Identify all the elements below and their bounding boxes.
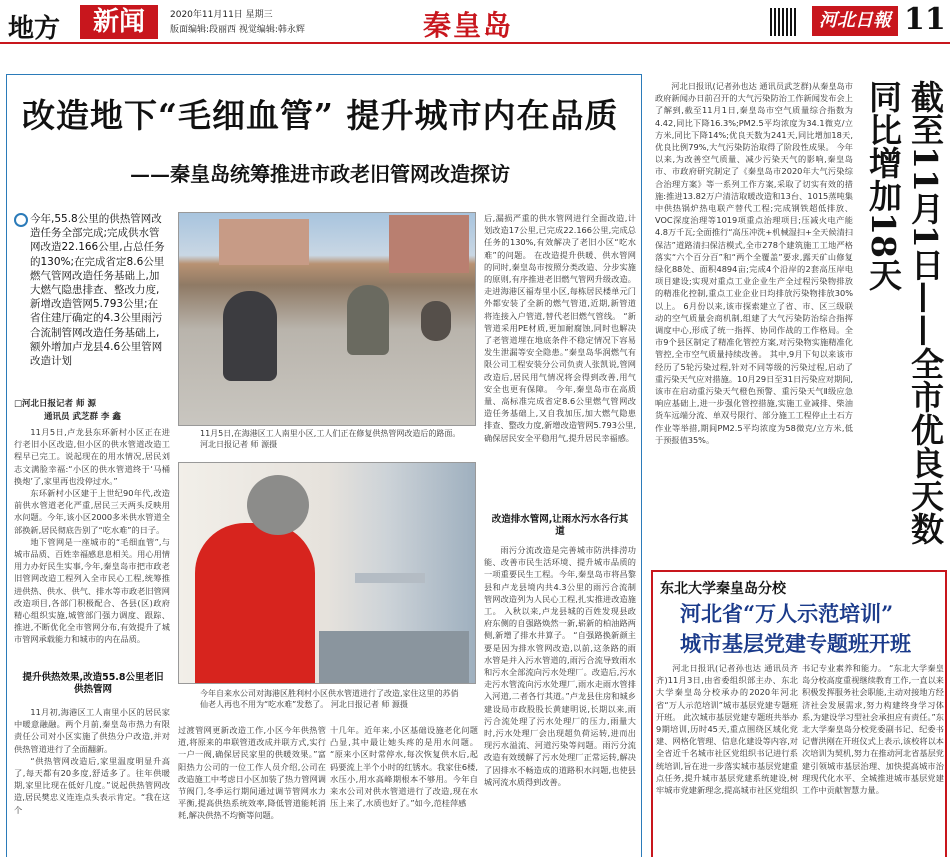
- article-column-2: [178, 724, 326, 857]
- air-quality-headline: [862, 80, 946, 560]
- party-training-headline: 城市基层党建专题班开班: [680, 631, 911, 656]
- section-name: 地方: [8, 14, 61, 44]
- building-shape: [219, 219, 309, 265]
- paragraph: 后,漏损严重的供水管网进行全面改造,计划改造17公里,已完成22.166公里,完成总任务的130%,有效解决了老旧小区“吃水难”的问题。 在改造提升供暖、供水管网的同时,秦皇岛市按照分类改造、分步实施的原则,有序推进老旧燃气管网升级改造。 走进海港区福寿里小区,每栋居民楼单元门外都安装了全新的燃气管道,近期,新管道将连接入户管道,替代老旧燃气管线。 “新管道采用PE材质,更加耐腐蚀,同时也解决了老管道埋在地底条件不稳定情况下容易发生泄漏等安全隐患。”秦皇岛华润燃气有限公司工程安装分公司负责人张凯说,管网改造后,居民用气情况将会得到改善,用气安全也更有保障。 今年,秦皇岛市在高质量、高标准完成省定8.6公里燃气管网改造任务基础上,又自我加压,加大燃气隐患排查、整改力度,新增改造管网5.793公里,确保居民安全平稳用气,提升居民幸福感。: [484, 213, 636, 443]
- elder-figure: [195, 523, 315, 684]
- issue-date: 2020年11月11日 星期三: [170, 10, 273, 20]
- party-training-headline: 河北省“万人示范培训”: [680, 601, 894, 626]
- paragraph: “供热管网改造后,家里温度明显升高了,每天都有20多度,舒适多了。往年供暖期,家里比现在低好几度。”说起供热管网改造,居民樊忠义连连点头表示肯定。“我在这个: [14, 755, 170, 815]
- building-shape: [389, 215, 469, 273]
- paper-logo: 河北日報: [812, 6, 898, 36]
- lead-quote-icon: [14, 213, 28, 227]
- byline-correspondent: 通讯员 武芝群 李 鑫: [44, 412, 121, 422]
- faucet-shape: [355, 573, 425, 583]
- paragraph: 地下管网是一座城市的“毛细血管”,与城市品质、百姓幸福感息息相关。用心用情用力办好民生实事,今年,秦皇岛市把市政老旧管网改造工程列入全市民心工程,统筹推进供热、供水、供气、排水等市政老旧管网改造项目,各部门积极配合、各县(区)政府精心组织实施,城管部门强力调度、跟踪、推进,不断优化全市管网分布,有效提升了城市管网承载能力和城市的内在品质。: [14, 536, 170, 645]
- worker-figure: [223, 291, 277, 381]
- air-quality-body: [655, 80, 853, 564]
- photo-caption: 今年自来水公司对海港区胜利村小区供水管道进行了改造,家住这里的苏俏仙老人再也不用为“吃水难”发愁了。 河北日报记者 师 源摄: [200, 689, 459, 709]
- article-column-2b: [330, 724, 478, 857]
- article-column-1: [14, 426, 170, 664]
- paragraph: 雨污分流改造是完善城市防洪排涝功能、改善市民生活环境、提升城市品质的一项重要民生工程。今年,秦皇岛市将昌黎县和卢龙县境内共4.3公里的雨污合流制管网改造列为人民心工程,扎实推进改造施工。 入秋以来,卢龙县城的百姓发现县政府东侧的自强路焕然一新,崭新的柏油路两侧,新增了排水井算子。 “自强路换新颜主要是因为排水管网改造,以前,这条路的雨水管是并入污水管道的,雨污合流导致雨水和污水全部流向污水处理厂。改造后,污水走污水管流向污水处理厂,雨水走雨水管排入河道,二者各行其道。”卢龙县住房和城乡建设局市政股股长黄建明说,长期以来,雨污合流处理了污水处理厂的压力,雨量大时,污水处理厂会出现超负荷运转,进而出现污水溢流、河道污染等问题。雨污分流改造有效缓解了污水处理厂正常运转,解决了因排水不畅造成的道路积水问题,也使县城河流水质得到改善。: [484, 545, 636, 787]
- worker-figure: [347, 285, 389, 355]
- party-training-body: [656, 662, 798, 857]
- photo-elder-water: [178, 462, 476, 684]
- paragraph: 11月5日,卢龙县东环新村小区正在进行老旧小区改造,但小区的供水管道改造工程早已完工。说起现在的用水情况,居民刘志文满脸幸福:“小区的供水管道终于‘马桶换炮’了,家里再也没停过水。”: [14, 427, 170, 486]
- masthead: [0, 0, 950, 44]
- paragraph: 过渡管网更新改造工作,小区今年供热管道,将原来的串联管道改成并联方式,实行一户一阀,确保居民家里的供暖效果。”富阳热力公司的一位工作人员介绍,公司在改造施工中考虑日小区加装了热力管网调节阀门,冬季运行期间通过调节管网水力平衡,提高供热系统效率,降低管道能耗消耗,解决供热不均衡等问题。: [178, 725, 326, 821]
- paragraph: 东环新村小区建于上世纪90年代,改造前供水管道老化严重,居民三天两头反映用水问题。今年,该小区2000多米供水管道全部换新,居民彻底告别了“吃水难”的日子。: [14, 488, 170, 535]
- page-number: 11: [904, 2, 946, 37]
- headline-text: 截至11月1日——全市优良天数同比增加18天: [864, 80, 945, 545]
- photo-pipe-repair: [178, 212, 476, 426]
- paragraph: 11月初,海港区工人南里小区的居民家中暖意融融。两个月前,秦皇岛市热力有限责任公司对小区实施了供热分户改造,并对供热管道进行了全面翻新。: [14, 707, 170, 754]
- paragraph: 十几年。近年来,小区基础设施老化问题凸显,其中最让她头疼的是用水问题。 “原来小区时常停水,每次恢复供水后,起码要流上半个小时的红锈水。我家住6楼,水压小,用水高峰期根本不够用。今年自来水公司对供水管道进行了改造,现在水压上来了,水质也好了。”如今,范桂萍感: [330, 725, 478, 809]
- byline-reporter: □河北日报记者 师 源: [14, 399, 96, 409]
- party-training-body: [802, 662, 944, 857]
- paragraph: 河北日报讯(记者孙也达 通讯员武芝群)从秦皇岛市政府新闻办日前召开的大气污染防治工作新闻发布会上了解到,截至11月1日,秦皇岛市空气质量综合指数为4.42,同比下降16.3%;PM2.5平均浓度为34.1微克/立方米,同比下降14%;优良天数为241天,同比增加18天,优良比例79%,大气污染防治取得了阶段性成果。 今年以来,为改善空气质量、减少污染天气的影响,秦皇岛市、市政府研究制定了《秦皇岛市2020年大气污染综合治理方案》等一系列工作方案,采取了切实有效的措施:推进13.82万户清洁取暖改造和13台、1015蒸吨集中供热锅炉热电联产替代工程;完成钢铁超低排放、VOC深度治理等1019项重点治理项目;压减火电产能4.8万千瓦;全面推行“高压冲洗+机械湿扫+全天候清扫保洁”道路清扫保洁模式,全市278个建筑施工工地严格落实“六个百分百”和“两个全覆盖”要求,露天矿山修复绿化88处、面积4894亩;完成4个沿岸的2套高压岸电项目建设;实现对重点工业企业生产全过程污染物排放的精准化控制,重点工业企业日均排放污染物排放30%以上。 6月份以来,该市探索建立了省、市、区三级联动的空气质量会商机制,组建了大气污染防治综合指挥调度中心,形成了统一指挥、协同作战的工作格局。全市9个县区制定了精准化管控方案,对污染物实施精准化管控,全市空气质量持续改善。 其中,9月下旬以来该市经历了5轮污染过程,针对不同等级的污染过程,启动了重污染天气应对措施。10月29日至31日污染应对期间,该市在启动重污染天气橙色预警、重污染天气Ⅱ级应急响应基础上,进一步强化管控措施,实施工业减排、柴油货车远端分流、单双号限行、部分施工工程停止土石方作业等举措,期间PM2.5平均浓度为58微克/立方米,低于预报值35%。: [655, 81, 853, 445]
- city-label: 秦皇岛: [423, 9, 514, 42]
- article-column-1b: [14, 706, 170, 856]
- section-subhead-drainage: 改造排水管网,让雨水污水各行其道: [491, 514, 629, 537]
- sink-shape: [319, 631, 469, 684]
- article-column-3b: [484, 544, 636, 857]
- section-subhead-heating: 提升供热效果,改造55.8公里老旧供热管网: [22, 672, 164, 695]
- headline: 改造地下“毛细血管” 提升城市内在品质: [22, 96, 619, 135]
- photo-caption: 11月5日,在海港区工人南里小区,工人们正在修复供热管网改造后的路面。 河北日报记者 师 源摄: [200, 429, 461, 449]
- party-training-kicker: 东北大学秦皇岛分校: [660, 581, 786, 597]
- lead-paragraph: 今年,55.8公里的供热管网改造任务全部完成;完成供水管网改造22.166公里,占总任务的130%;在完成省定8.6公里燃气管网改造任务基础上,加大燃气隐患排查、整改力度,新增改造管网5.793公里;在省住建厅确定的4.3公里雨污合流制管网改造任务基础上,额外增加卢龙县4.6公里管网改造计划: [30, 213, 165, 368]
- worker-figure: [421, 301, 451, 341]
- section-badge: 新闻: [80, 5, 158, 39]
- paragraph: 书记专业素养和能力。 “东北大学秦皇岛分校高度重视继续教育工作,一直以来积极发挥服务社会职能,主动对接地方经济社会发展需求,努力构建终身学习体系,为建设学习型社会承担应有责任。”东北大学秦皇岛分校党委副书记、纪委书记曹洪刚在开班仪式上表示,该校将以本次培训为契机,努力在推动河北省基层党建引领城市基层治理、加快提高城市治理现代化水平、全城推进城市基层党建工作中贡献智慧力量。: [802, 663, 944, 796]
- paragraph: 河北日报讯(记者孙也达 通讯员齐齐)11月3日,由省委组织部主办、东北大学秦皇岛分校承办的2020年河北省“万人示范培训”城市基层党建专题班开班。 此次城市基层党建专题班共举办9期培训,历时45天,重点围绕区域化党建、网格化管理、信息化建设等内容,对全省近千名城市社区党组织书记进行系统培训,旨在进一步落实城市基层党建重点任务,提升城市基层党建系统建设,树牢城市党建新理念,提高城市社区党组织: [656, 663, 798, 796]
- article-column-3: [484, 212, 636, 510]
- subheadline: ——秦皇岛统筹推进市政老旧管网改造探访: [130, 162, 510, 186]
- page-editor: 版面编辑:段丽西 视觉编辑:韩永辉: [170, 25, 305, 35]
- barcode-icon: [770, 8, 798, 36]
- elder-head: [247, 475, 309, 535]
